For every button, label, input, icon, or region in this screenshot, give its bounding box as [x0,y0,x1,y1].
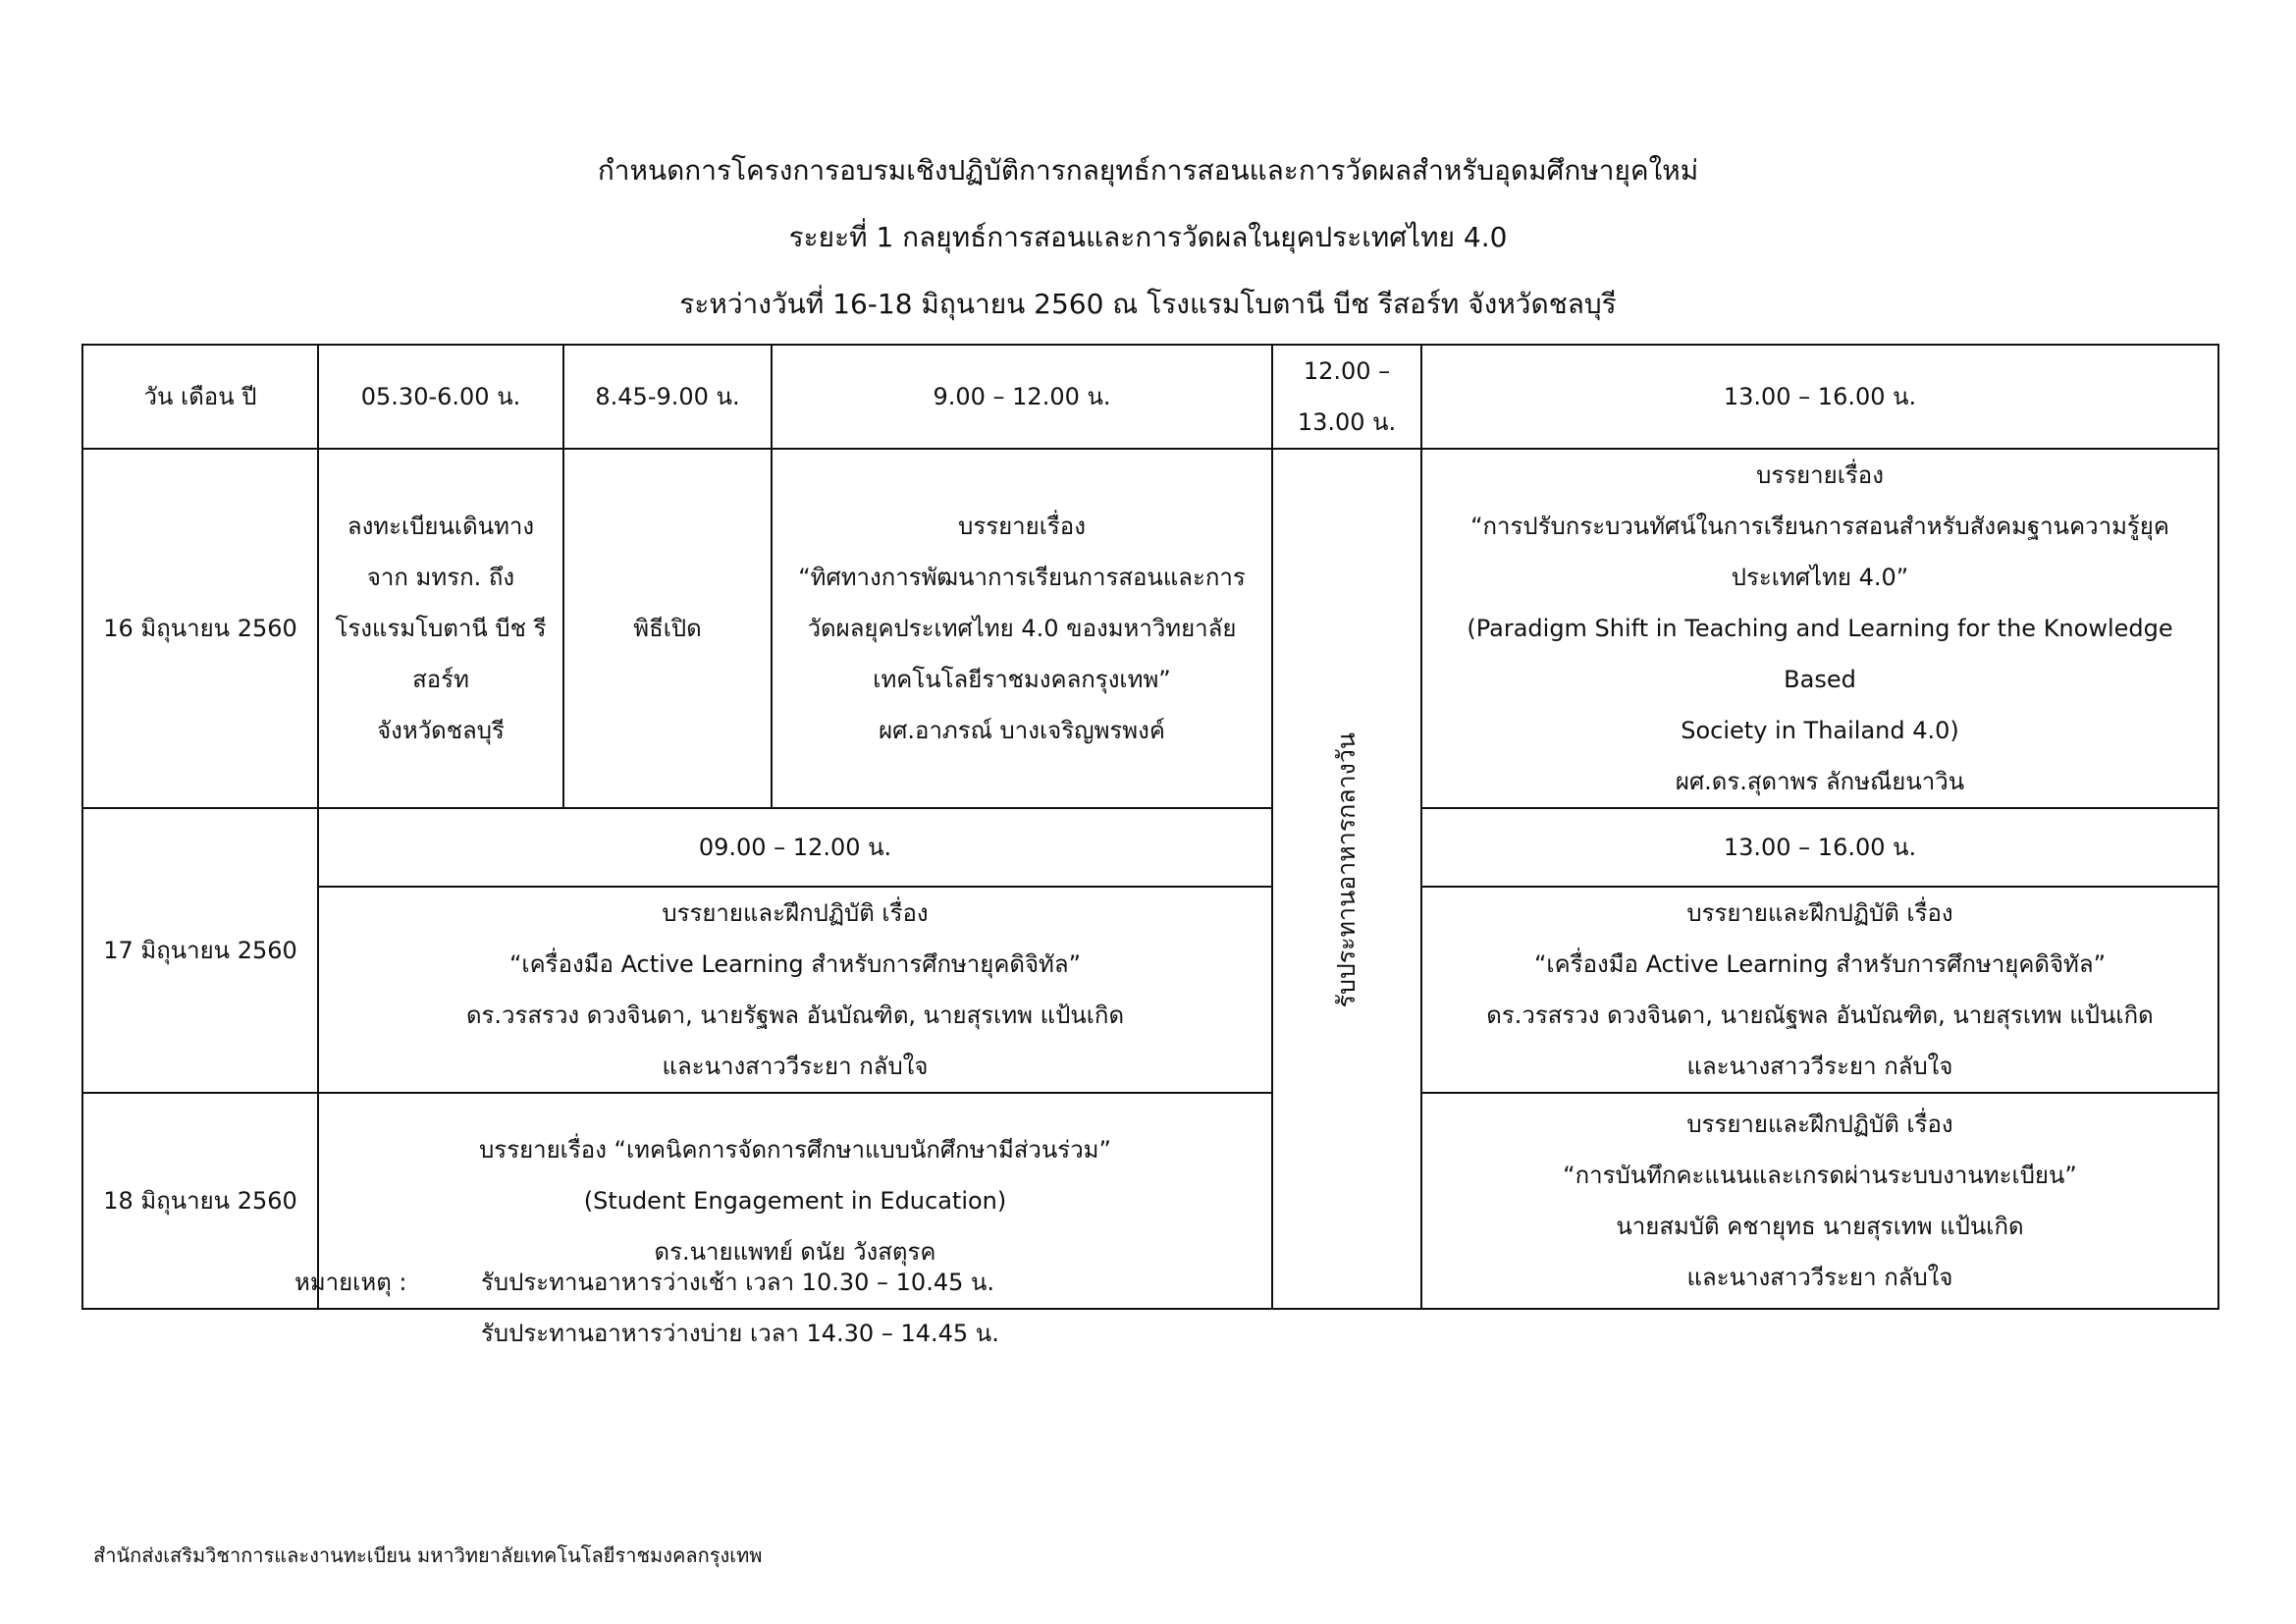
day2-time-row [82,808,2218,887]
notes-label: หมายเหตุ : [294,1269,407,1296]
day2-afternoon-line: “เครื่องมือ Active Learning สำหรับการศึกษายุคดิจิทัล” [1533,950,2107,978]
document-header [0,137,2296,338]
note-afternoon-snack: รับประทานอาหารว่างบ่าย เวลา 14.30 – 14.45 น. [481,1320,999,1347]
header-time-0845: 8.45-9.00 น. [563,345,772,449]
day1-afternoon-line: (Paradigm Shift in Teaching and Learning for the Knowledge Based [1467,615,2173,693]
day1-afternoon-line: บรรยายเรื่อง [1756,461,1884,489]
schedule-table [81,344,2219,1310]
day2-morning-time: 09.00 – 12.00 น. [318,808,1272,887]
day2-morning-line: บรรยายและฝึกปฏิบัติ เรื่อง [662,899,929,927]
day1-afternoon-line: Society in Thailand 4.0) [1681,717,1959,744]
day1-registration-line: จาก มทรก. ถึง [366,564,515,591]
day1-opening: พิธีเปิด [563,449,772,808]
title-line-2: ระยะที่ 1 กลยุทธ์การสอนและการวัดผลในยุคประเทศไทย 4.0 [788,221,1508,253]
title-line-1: กำหนดการโครงการอบรมเชิงปฏิบัติการกลยุทธ์การสอนและการวัดผลสำหรับอุดมศึกษายุคใหม่ [597,154,1699,187]
day1-date: 16 มิถุนายน 2560 [82,449,318,808]
note-row-2 [294,1308,999,1359]
note-row-1 [294,1257,999,1308]
day1-registration-line: จังหวัดชลบุรี [377,717,505,744]
day1-registration [318,449,563,808]
day1-afternoon-line: “การปรับกระบวนทัศน์ในการเรียนการสอนสำหรับสังคมฐานความรู้ยุค [1470,513,2169,540]
day1-afternoon-line: ผศ.ดร.สุดาพร ลักษณียนาวิน [1675,768,1965,795]
day3-date: 18 มิถุนายน 2560 [82,1093,318,1309]
lunch-break-cell [1272,449,1421,1309]
notes-section [294,1257,999,1359]
day2-morning-line: “เครื่องมือ Active Learning สำหรับการศึกษายุคดิจิทัล” [508,950,1082,978]
day1-morning-line: บรรยายเรื่อง [958,513,1086,540]
day2-morning-session [318,887,1272,1093]
day3-afternoon-session [1421,1093,2218,1309]
day2-afternoon-line: และนางสาววีระยา กลับใจ [1686,1053,1953,1080]
day2-afternoon-line: บรรยายและฝึกปฏิบัติ เรื่อง [1686,899,1953,927]
day1-morning-line: เทคโนโลยีราชมงคลกรุงเทพ” [873,666,1171,693]
day2-morning-line: และนางสาววีระยา กลับใจ [662,1053,929,1080]
day1-morning-line: วัดผลยุคประเทศไทย 4.0 ของมหาวิทยาลัย [807,615,1237,642]
header-time-0530: 05.30-6.00 น. [318,345,563,449]
day3-afternoon-line: และนางสาววีระยา กลับใจ [1686,1264,1953,1291]
footer-organization: สำนักส่งเสริมวิชาการและงานทะเบียน มหาวิทยาลัยเทคโนโลยีราชมงคลกรุงเทพ [93,1543,763,1567]
header-time-0900: 9.00 – 12.00 น. [772,345,1272,449]
header-date: วัน เดือน ปี [82,345,318,449]
day2-morning-line: ดร.วรสรวง ดวงจินดา, นายรัฐพล อันบัณฑิต, นายสุรเทพ แป้นเกิด [465,1001,1125,1029]
day2-afternoon-time: 13.00 – 16.00 น. [1421,808,2218,887]
day3-morning-line: ดร.นายแพทย์ ดนัย วังสตุรค [654,1238,936,1266]
title-line-3: ระหว่างวันที่ 16-18 มิถุนายน 2560 ณ โรงแรมโบตานี บีช รีสอร์ท จังหวัดชลบุรี [679,288,1617,320]
day3-afternoon-line: นายสมบัติ คชายุทธ นายสุรเทพ แป้นเกิด [1616,1213,2024,1240]
day1-morning-session [772,449,1272,808]
day2-row [82,887,2218,1093]
header-time-1200-line1: 12.00 – [1303,357,1391,385]
header-time-1300: 13.00 – 16.00 น. [1421,345,2218,449]
day1-morning-line: “ทิศทางการพัฒนาการเรียนการสอนและการ [798,564,1246,591]
lunch-label: รับประทานอาหารกลางวัน [1332,731,1361,1008]
day1-row [82,449,2218,808]
day1-registration-line: ลงทะเบียนเดินทาง [347,513,535,540]
day1-registration-line: สอร์ท [412,666,469,693]
day1-afternoon-session [1421,449,2218,808]
day3-afternoon-line: บรรยายและฝึกปฏิบัติ เรื่อง [1686,1110,1953,1138]
day3-afternoon-line: “การบันทึกคะแนนและเกรดผ่านระบบงานทะเบียน” [1563,1162,2077,1189]
header-time-1200-line2: 13.00 น. [1297,408,1397,436]
day3-morning-line: (Student Engagement in Education) [583,1187,1007,1215]
day2-afternoon-session [1421,887,2218,1093]
day1-morning-line: ผศ.อาภรณ์ บางเจริญพรพงค์ [879,717,1165,744]
header-time-1200 [1272,345,1421,449]
day2-afternoon-line: ดร.วรสรวง ดวงจินดา, นายณัฐพล อันบัณฑิต, นายสุรเทพ แป้นเกิด [1486,1001,2154,1029]
day1-registration-line: โรงแรมโบตานี บีช รี [335,615,547,642]
day1-afternoon-line: ประเทศไทย 4.0” [1731,564,1909,591]
day2-date: 17 มิถุนายน 2560 [82,808,318,1093]
note-morning-snack: รับประทานอาหารว่างเช้า เวลา 10.30 – 10.45 น. [481,1269,995,1296]
day3-morning-line: บรรยายเรื่อง “เทคนิคการจัดการศึกษาแบบนักศึกษามีส่วนร่วม” [479,1136,1111,1164]
header-row [82,345,2218,449]
